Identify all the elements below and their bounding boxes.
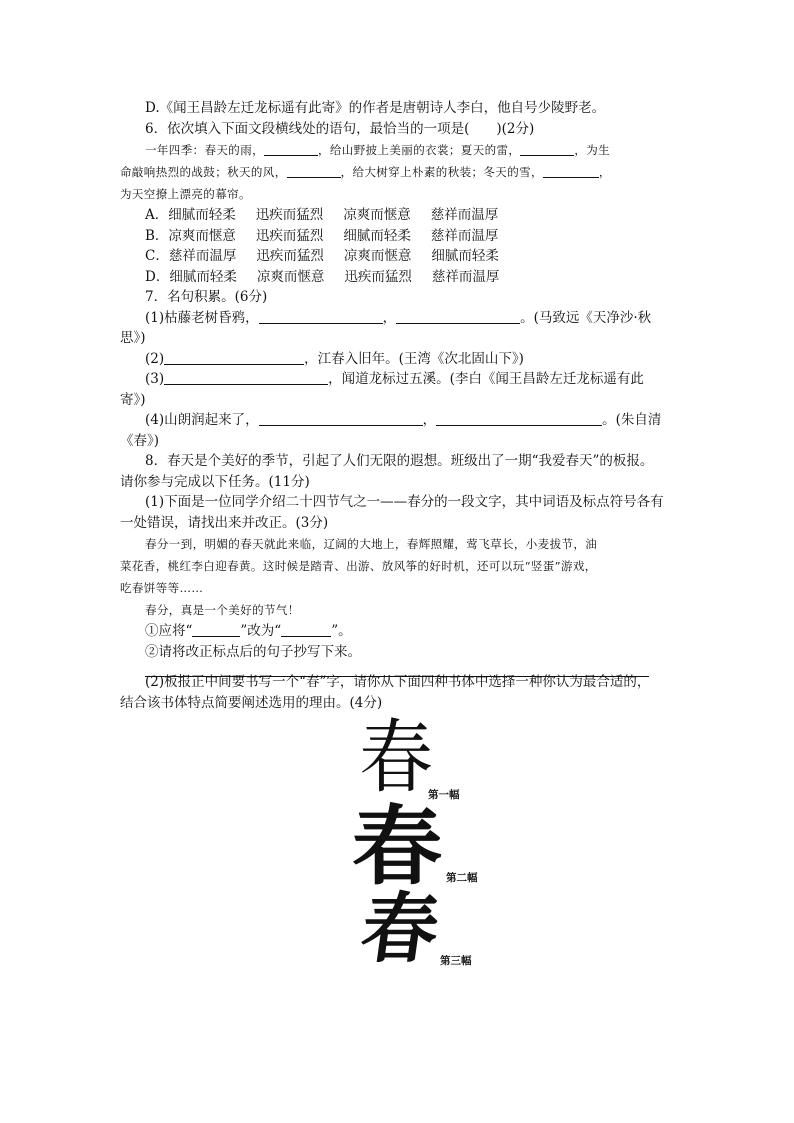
q7-item-1: (1)枯藤老树昏鸦， ， 。(马致远《天净沙·秋 xyxy=(145,309,652,326)
q6-passage-line-2: 命敲响热烈的战鼓；秋天的风， ，给大树穿上朴素的秋装；冬天的雪， ， xyxy=(120,165,611,179)
q8-part-1: (1)下面是一位同学介绍二十四节气之一——春分的一段文字，其中词语及标点符号各有 xyxy=(145,494,664,510)
q7-item-1-cont: 思》) xyxy=(120,330,146,346)
q8-part-2-cont: 结合该书体特点简要阐述选用的理由。(4分) xyxy=(120,694,383,711)
q7-item-3-cont: 寄》) xyxy=(120,391,146,408)
calligraphy-sample-3[interactable]: 春 xyxy=(355,884,445,973)
q8-passage-line-3: 吃春饼等等…… xyxy=(120,581,204,595)
caption-1: 第一幅 xyxy=(428,789,460,801)
blank[interactable] xyxy=(264,141,318,156)
q7-item-3: (3) ，闻道龙标过五溪。(李白《闻王昌龄左迁龙标遥有此 xyxy=(145,371,644,387)
blank[interactable] xyxy=(164,350,304,365)
q8-passage-line-4: 春分，真是一个美好的节气！ xyxy=(145,603,300,617)
blank[interactable] xyxy=(259,309,383,324)
blank[interactable] xyxy=(396,309,520,324)
question-6: 6．依次填入下面文段横线处的语句，最恰当的一项是( )(2分) xyxy=(145,120,535,137)
blank[interactable] xyxy=(436,411,602,426)
question-7: 7．名句积累。(6分) xyxy=(145,289,268,305)
q7-item-2: (2) ，江春入旧年。(王湾《次北固山下》) xyxy=(145,350,524,367)
q6-option-c[interactable]: C．慈祥而温厚 迅疾而猛烈 凉爽而惬意 细腻而轻柔 xyxy=(145,248,499,264)
q6-option-a[interactable]: A．细腻而轻柔 迅疾而猛烈 凉爽而惬意 慈祥而温厚 xyxy=(145,207,499,223)
blank[interactable] xyxy=(164,370,328,385)
document-body xyxy=(120,98,680,713)
option-d-line: D.《闻王昌龄左迁龙标遥有此寄》的作者是唐朝诗人李白，他自号少陵野老。 xyxy=(145,100,606,116)
q7-item-4: (4)山朗润起来了， ， 。(朱自清 xyxy=(145,412,662,428)
q8-passage-line-1: 春分一到，明媚的春天就此来临，辽阔的大地上，春辉照耀，莺飞草长，小麦拔节，油 xyxy=(145,537,598,551)
q8-passage-line-2: 菜花香，桃红李白迎春黄。这时候是踏青、出游、放风筝的好时机，还可以玩“竖蛋”游戏， xyxy=(120,559,597,573)
blank[interactable] xyxy=(287,163,341,178)
q8-sub-2: ②请将改正标点后的句子抄写下来。 xyxy=(145,643,361,660)
q6-option-d[interactable]: D．细腻而轻柔 凉爽而惬意 迅疾而猛烈 慈祥而温厚 xyxy=(145,268,500,285)
caption-2: 第二幅 xyxy=(446,872,478,884)
calligraphy-sample-1[interactable]: 春 xyxy=(359,711,433,804)
q8-sub-1: ①应将“ ”改为“ ”。 xyxy=(145,623,352,639)
caption-3: 第三幅 xyxy=(440,955,472,967)
calligraphy-sample-2[interactable]: 春 xyxy=(351,799,443,895)
blank[interactable] xyxy=(520,141,574,156)
q6-option-b[interactable]: B．凉爽而惬意 迅疾而猛烈 细腻而轻柔 慈祥而温厚 xyxy=(145,227,499,244)
blank[interactable] xyxy=(543,163,599,178)
spacer xyxy=(120,662,680,672)
q6-passage-line-3: 为天空撩上漂亮的幕帘。 xyxy=(120,187,251,201)
blank[interactable] xyxy=(259,411,423,426)
blank[interactable] xyxy=(192,622,240,637)
answer-line[interactable] xyxy=(145,676,649,677)
question-8-cont: 请你参与完成以下任务。(11分) xyxy=(120,473,310,490)
q8-part-2: (2)板报正中间要书写一个“春”字，请你从下面四种书体中选择一种你认为最合适的， xyxy=(145,674,651,690)
blank[interactable] xyxy=(281,622,331,637)
question-8: 8．春天是个美好的季节，引起了人们无限的遐想。班级出了一期“我爱春天”的板报。 xyxy=(145,453,654,469)
q8-part-1-cont: 一处错误，请找出来并改正。(3分) xyxy=(120,514,329,531)
q7-item-4-cont: 《春》) xyxy=(120,432,160,449)
q6-passage-line-1: 一年四季：春天的雨， ，给山野披上美丽的衣裳；夏天的雷， ，为生 xyxy=(145,143,611,157)
